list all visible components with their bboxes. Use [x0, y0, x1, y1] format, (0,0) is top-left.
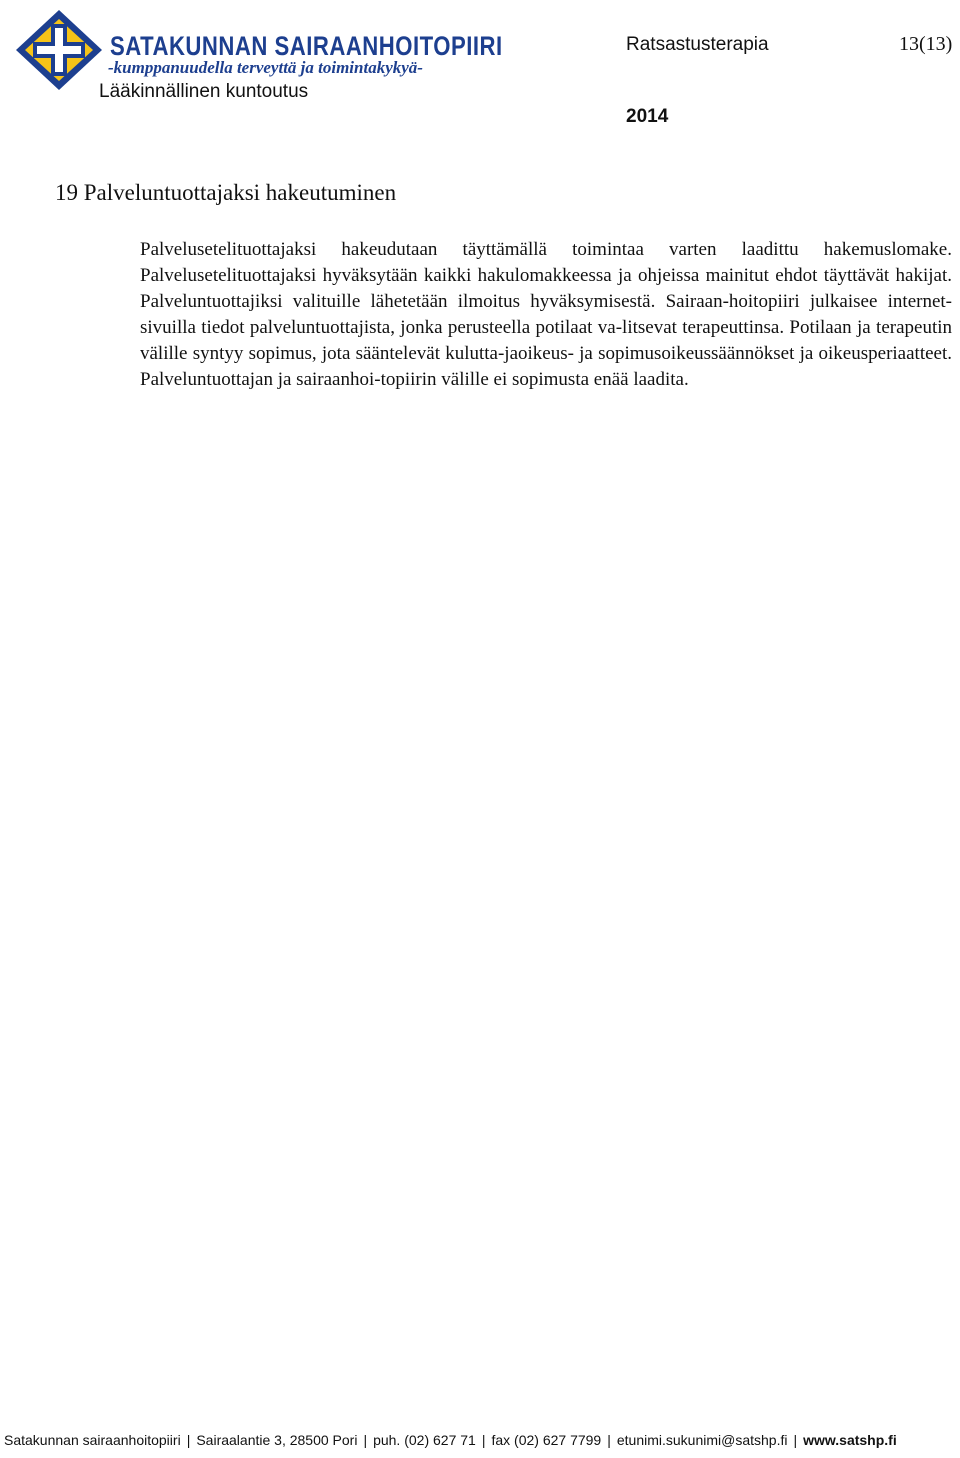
footer-website-link[interactable]: www.satshp.fi: [803, 1432, 897, 1448]
page-footer: [4, 1432, 897, 1448]
page-number: 13(13): [899, 33, 953, 55]
body-line: Palvelusetelituottajaksi hakeudutaan täyttämällä toimintaa varten laadittu hakemuslomake.: [140, 239, 952, 260]
footer-address: Sairaalantie 3, 28500 Pori: [196, 1432, 358, 1448]
footer-separator: |: [481, 1432, 486, 1448]
document-year: 2014: [626, 106, 669, 127]
footer-separator: |: [186, 1432, 191, 1448]
organization-logo: [14, 8, 104, 92]
footer-org: Satakunnan sairaanhoitopiiri: [4, 1432, 181, 1448]
body-line: litsevat terapeuttinsa. Potilaan ja terapeutin välille syntyy sopimus, jota sääntelevät kulutta-: [140, 317, 953, 364]
footer-separator: |: [793, 1432, 798, 1448]
body-line: Palvelusetelituottajaksi hyväksytään kaikki hakulomakkeessa ja ohjeissa mainitut ehdot: [140, 265, 818, 286]
footer-separator: |: [363, 1432, 368, 1448]
body-line: jaoikeus- ja sopimusoikeussäännökset ja oikeusperiaatteet. Palveluntuottajan ja sairaanhoi-: [140, 343, 952, 390]
organization-name: SATAKUNNAN SAIRAANHOITOPIIRI: [110, 31, 503, 61]
footer-email[interactable]: etunimi.sukunimi@satshp.fi: [616, 1432, 788, 1448]
footer-fax: fax (02) 627 7799: [491, 1432, 602, 1448]
footer-separator: |: [607, 1432, 611, 1448]
body-line: hoitopiiri julkaisee internet-sivuilla tiedot palveluntuottajista, jonka perusteella potilaat va-: [140, 291, 953, 338]
organization-slogan: -kumppanuudella terveyttä ja toimintakykyä-: [108, 58, 423, 77]
section-heading: 19 Palveluntuottajaksi hakeutuminen: [55, 180, 397, 205]
section-body: [140, 237, 952, 393]
footer-phone: puh. (02) 627 71: [373, 1432, 476, 1448]
document-title: Ratsastusterapia: [626, 34, 769, 55]
body-line: täyttävät hakijat. Palveluntuottajiksi valituille lähetetään ilmoitus hyväksymisestä. Sairaan-: [140, 265, 952, 312]
unit-name: Lääkinnällinen kuntoutus: [99, 81, 309, 102]
logo-emblem-icon: [14, 8, 104, 92]
body-line: topiirin välille ei sopimusta enää laadita.: [380, 369, 689, 390]
